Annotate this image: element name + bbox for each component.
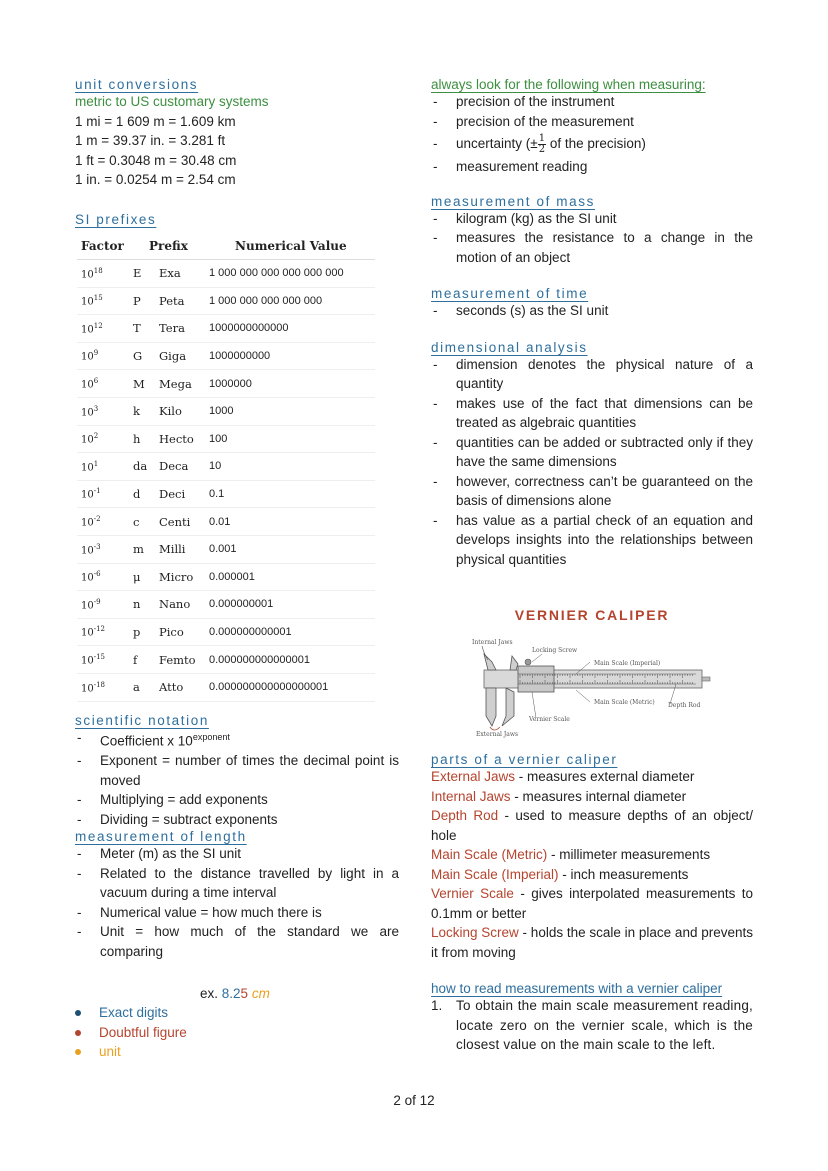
unit-conversions-subheading: metric to US customary systems xyxy=(75,94,269,109)
list-item: - makes use of the fact that dimensions can be treated as algebraic quantities xyxy=(431,394,753,433)
doubtful-digit-value: 5 xyxy=(240,986,249,1001)
list-item: - precision of the instrument xyxy=(431,92,753,112)
value-cell: 0.000000000000000001 xyxy=(205,673,375,701)
factor-exponent: 1 xyxy=(93,459,99,468)
factor-exponent: 3 xyxy=(93,404,99,413)
symbol-cell: m xyxy=(129,535,155,563)
factor-cell xyxy=(77,315,129,343)
table-row xyxy=(77,287,375,315)
prefix-name-cell: Kilo xyxy=(155,397,205,425)
list-item: - precision of the measurement xyxy=(431,112,753,132)
part-term: Main Scale (Metric) xyxy=(431,847,548,862)
table-row xyxy=(77,453,375,481)
numbered-step xyxy=(431,996,753,1055)
unit-value: cm xyxy=(251,986,270,1001)
part-description: - measures external diameter xyxy=(515,769,695,784)
table-row xyxy=(77,646,375,674)
symbol-cell: p xyxy=(129,618,155,646)
symbol-cell: c xyxy=(129,508,155,536)
list-item: - Dividing = subtract exponents xyxy=(75,810,399,830)
parts-heading: parts of a vernier caliper xyxy=(431,752,618,767)
bullet-icon xyxy=(75,1030,81,1036)
table-row xyxy=(77,342,375,370)
bullet-icon xyxy=(75,1010,81,1016)
prefix-name-cell: Deci xyxy=(155,480,205,508)
value-cell: 0.000000000001 xyxy=(205,618,375,646)
part-term: Depth Rod xyxy=(431,808,499,823)
table-row xyxy=(77,425,375,453)
factor-base: 10 xyxy=(81,489,94,501)
table-row xyxy=(77,535,375,563)
factor-cell xyxy=(77,673,129,701)
part-term: Vernier Scale xyxy=(431,886,514,901)
factor-exponent: 2 xyxy=(93,432,99,441)
factor-base: 10 xyxy=(81,682,94,694)
legend-item-exact: Exact digits xyxy=(75,1003,187,1023)
list-item xyxy=(75,728,399,751)
value-cell: 10 xyxy=(205,453,375,481)
column-header-prefix: Prefix xyxy=(129,233,205,260)
part-item xyxy=(431,923,753,962)
table-row xyxy=(77,315,375,343)
list-item: - Meter (m) as the SI unit xyxy=(75,844,399,864)
label-external-jaws: External Jaws xyxy=(476,731,519,738)
prefix-name-cell: Peta xyxy=(155,287,205,315)
symbol-cell: E xyxy=(129,260,155,288)
factor-exponent: -2 xyxy=(93,514,101,523)
value-cell: 1000000000000 xyxy=(205,315,375,343)
factor-cell xyxy=(77,508,129,536)
prefix-name-cell: Tera xyxy=(155,315,205,343)
factor-exponent: -15 xyxy=(93,652,106,661)
factor-base: 10 xyxy=(81,517,94,529)
prefix-name-cell: Mega xyxy=(155,370,205,398)
conversion-line: 1 in. = 0.0254 m = 2.54 cm xyxy=(75,172,236,187)
list-item xyxy=(431,131,753,157)
list-item: - kilogram (kg) as the SI unit xyxy=(431,209,753,229)
value-cell: 1 000 000 000 000 000 xyxy=(205,287,375,315)
vernier-title: VERNIER CALIPER xyxy=(514,607,670,623)
mass-heading: measurement of mass xyxy=(431,193,595,209)
conversion-line: 1 m = 39.37 in. = 3.281 ft xyxy=(75,133,226,148)
symbol-cell: a xyxy=(129,673,155,701)
caliper-body xyxy=(482,646,710,730)
si-prefixes-heading: SI prefixes xyxy=(75,212,157,227)
label-locking-screw: Locking Screw xyxy=(532,647,578,654)
symbol-cell: f xyxy=(129,646,155,674)
part-term: Main Scale (Imperial) xyxy=(431,866,559,882)
exponent-superscript: exponent xyxy=(192,732,230,742)
list-item: - Related to the distance travelled by light in a vacuum during a time interval xyxy=(75,864,399,903)
table-row xyxy=(77,673,375,701)
label-depth-rod: Depth Rod xyxy=(668,702,701,709)
symbol-cell: k xyxy=(129,397,155,425)
symbol-cell: G xyxy=(129,342,155,370)
part-description: - millimeter measurements xyxy=(547,847,711,862)
list-item: - Exponent = number of times the decimal point is moved xyxy=(75,751,399,790)
prefix-name-cell: Atto xyxy=(155,673,205,701)
prefix-name-cell: Deca xyxy=(155,453,205,481)
factor-base: 10 xyxy=(81,324,94,336)
part-item xyxy=(431,845,753,865)
factor-base: 10 xyxy=(81,655,94,667)
part-item xyxy=(431,787,753,807)
table-row xyxy=(77,480,375,508)
prefix-name-cell: Hecto xyxy=(155,425,205,453)
factor-cell xyxy=(77,591,129,619)
part-description: - measures internal diameter xyxy=(510,788,687,804)
legend-item-unit: unit xyxy=(75,1042,187,1062)
page-number: 2 of 12 xyxy=(393,1093,435,1108)
list-item: - quantities can be added or subtracted only if they have the same dimensions xyxy=(431,433,753,472)
label-internal-jaws: Internal Jaws xyxy=(472,639,513,646)
symbol-cell: μ xyxy=(129,563,155,591)
factor-exponent: -6 xyxy=(93,570,101,579)
factor-base: 10 xyxy=(81,600,94,612)
symbol-cell: h xyxy=(129,425,155,453)
symbol-cell: M xyxy=(129,370,155,398)
part-item xyxy=(431,884,753,923)
bullet-icon xyxy=(75,1049,81,1055)
part-item xyxy=(431,806,753,845)
factor-base: 10 xyxy=(81,379,94,391)
prefix-name-cell: Nano xyxy=(155,591,205,619)
factor-base: 10 xyxy=(81,572,94,584)
factor-cell xyxy=(77,646,129,674)
factor-exponent: 9 xyxy=(93,349,99,358)
factor-exponent: -1 xyxy=(93,487,101,496)
factor-cell xyxy=(77,618,129,646)
symbol-cell: T xyxy=(129,315,155,343)
factor-exponent: 6 xyxy=(93,377,99,385)
step-text: To obtain the main scale measurement reading, locate zero on the vernier scale, which is the closest value on the main scale to the left. xyxy=(456,998,753,1052)
factor-base: 10 xyxy=(81,296,94,308)
table-row xyxy=(77,260,375,288)
si-prefixes-table xyxy=(77,233,375,702)
table-row xyxy=(77,370,375,398)
factor-cell xyxy=(77,535,129,563)
factor-exponent: -3 xyxy=(93,542,101,551)
value-cell: 0.000001 xyxy=(205,563,375,591)
prefix-name-cell: Milli xyxy=(155,535,205,563)
uncertainty-prefix: uncertainty (± xyxy=(456,136,538,151)
table-row xyxy=(77,618,375,646)
part-description: - used to measure depths of an object/ hole xyxy=(431,808,754,843)
prefix-name-cell: Femto xyxy=(155,646,205,674)
factor-cell xyxy=(77,425,129,453)
exact-digits-value: 8.2 xyxy=(221,986,241,1001)
uncertainty-suffix: of the precision) xyxy=(549,136,646,151)
factor-cell xyxy=(77,563,129,591)
list-item: - dimension denotes the physical nature of a quantity xyxy=(431,355,753,394)
unit-conversions-heading: unit conversions xyxy=(75,77,199,92)
value-cell: 0.1 xyxy=(205,480,375,508)
half-fraction: $\frac{1}{2}$ xyxy=(538,132,546,155)
value-cell: 0.000000000000001 xyxy=(205,646,375,674)
example-line xyxy=(200,984,270,1004)
factor-base: 10 xyxy=(81,544,94,556)
always-look-heading: always look for the following when measuring: xyxy=(431,77,706,92)
list-item: - Numerical value = how much there is xyxy=(75,903,399,923)
value-cell: 1000000 xyxy=(205,370,375,398)
factor-base: 10 xyxy=(81,462,94,474)
value-cell: 0.000000001 xyxy=(205,591,375,619)
list-item: - however, correctness can’t be guaranteed on the basis of dimensions alone xyxy=(431,472,753,511)
value-cell: 0.001 xyxy=(205,535,375,563)
part-term: Internal Jaws xyxy=(431,788,511,804)
part-term: External Jaws xyxy=(431,769,516,784)
value-cell: 1000000000 xyxy=(205,342,375,370)
list-item: - has value as a partial check of an equation and develops insights into the relationships between physical quantities xyxy=(431,511,753,570)
table-row xyxy=(77,591,375,619)
legend-item-doubtful: Doubtful figure xyxy=(75,1023,187,1043)
part-description: - gives interpolated measurements to 0.1mm or better xyxy=(431,886,753,921)
list-item: - Multiplying = add exponents xyxy=(75,790,399,810)
list-item: - Unit = how much of the standard we are comparing xyxy=(75,922,399,961)
length-heading: measurement of length xyxy=(75,829,247,844)
factor-cell xyxy=(77,397,129,425)
factor-exponent: -12 xyxy=(93,625,106,634)
example-prefix: ex. xyxy=(200,986,222,1001)
prefix-name-cell: Giga xyxy=(155,342,205,370)
symbol-cell: d xyxy=(129,480,155,508)
step-number: 1. xyxy=(431,998,443,1013)
time-heading: measurement of time xyxy=(431,286,589,301)
factor-base: 10 xyxy=(81,351,94,363)
conversion-line: 1 mi = 1 609 m = 1.609 km xyxy=(75,113,236,129)
value-cell: 100 xyxy=(205,425,375,453)
prefix-name-cell: Pico xyxy=(155,618,205,646)
factor-cell xyxy=(77,453,129,481)
label-vernier-scale: Vernier Scale xyxy=(529,716,570,723)
dimensional-heading: dimensional analysis xyxy=(431,339,588,355)
value-cell: 0.01 xyxy=(205,508,375,536)
factor-cell xyxy=(77,370,129,398)
symbol-cell: n xyxy=(129,591,155,619)
label-main-metric: Main Scale (Metric) xyxy=(594,699,655,706)
scientific-notation-heading: scientific notation xyxy=(75,713,209,728)
part-item xyxy=(431,865,753,885)
factor-cell xyxy=(77,287,129,315)
table-row xyxy=(77,397,375,425)
table-row xyxy=(77,508,375,536)
example-legend xyxy=(75,1003,187,1062)
table-row xyxy=(77,563,375,591)
part-description: - holds the scale in place and prevents it from moving xyxy=(431,925,753,960)
factor-base: 10 xyxy=(81,268,94,280)
label-main-imperial: Main Scale (Imperial) xyxy=(594,660,661,667)
factor-base: 10 xyxy=(81,627,94,639)
factor-base: 10 xyxy=(81,406,94,418)
part-item xyxy=(431,767,753,787)
parts-section xyxy=(431,752,753,1055)
prefix-name-cell: Micro xyxy=(155,563,205,591)
list-item: - measurement reading xyxy=(431,157,753,177)
factor-cell xyxy=(77,342,129,370)
factor-exponent: 18 xyxy=(93,266,103,275)
factor-base: 10 xyxy=(81,434,94,446)
symbol-cell: da xyxy=(129,453,155,481)
value-cell: 1 000 000 000 000 000 000 xyxy=(205,260,375,288)
prefix-name-cell: Centi xyxy=(155,508,205,536)
column-header-value: Numerical Value xyxy=(205,233,375,260)
factor-exponent: 12 xyxy=(93,321,103,330)
column-header-factor: Factor xyxy=(77,233,129,260)
table-header-row xyxy=(77,233,375,260)
list-item: - seconds (s) as the SI unit xyxy=(431,301,753,321)
part-term: Locking Screw xyxy=(431,925,519,940)
value-cell: 1000 xyxy=(205,397,375,425)
factor-exponent: -18 xyxy=(93,680,106,689)
factor-cell xyxy=(77,260,129,288)
factor-cell xyxy=(77,480,129,508)
conversion-line: 1 ft = 0.3048 m = 30.48 cm xyxy=(75,152,237,168)
scientific-notation-section xyxy=(75,713,399,961)
coefficient-text: Coefficient x 10 xyxy=(100,733,193,749)
vernier-caliper-diagram xyxy=(466,634,716,744)
list-item: - measures the resistance to a change in the motion of an object xyxy=(431,228,753,267)
prefix-name-cell: Exa xyxy=(155,260,205,288)
unit-conversions-section xyxy=(75,77,405,190)
part-description: - inch measurements xyxy=(558,866,689,882)
factor-exponent: 15 xyxy=(93,294,103,303)
factor-exponent: -9 xyxy=(93,597,101,606)
right-column-top xyxy=(431,77,753,569)
symbol-cell: P xyxy=(129,287,155,315)
how-to-heading: how to read measurements with a vernier caliper xyxy=(431,981,723,996)
